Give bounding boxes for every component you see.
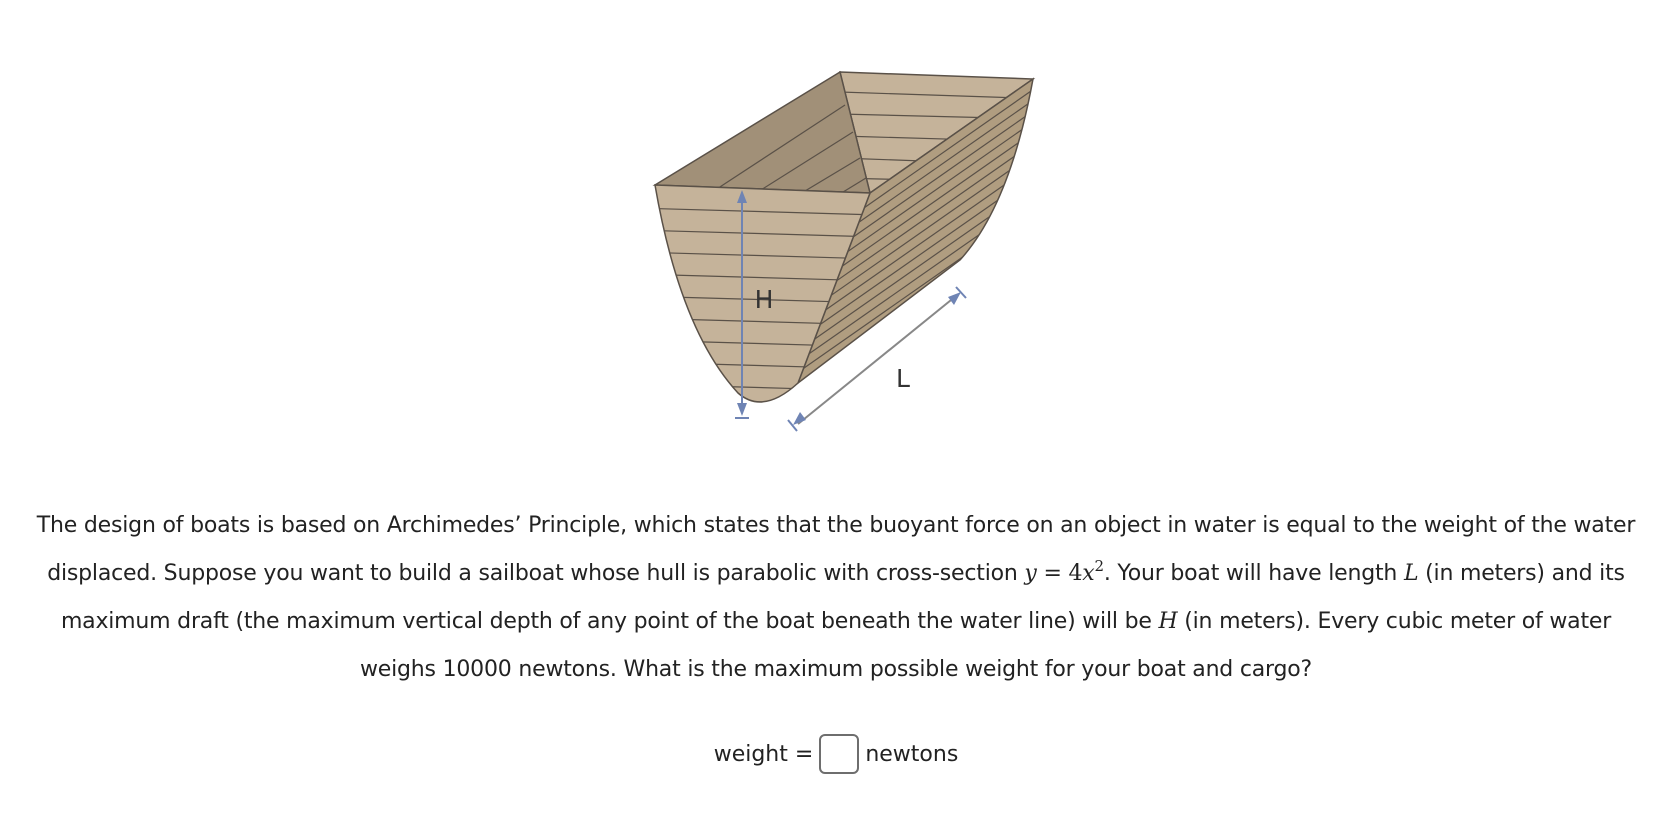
height-variable: H — [1158, 609, 1178, 634]
equation-x-variable: x — [1082, 561, 1095, 586]
equation-y-variable: y — [1024, 561, 1037, 586]
height-label: H — [754, 285, 774, 314]
length-label: L — [896, 364, 910, 393]
equation-equals-coefficient: = 4 — [1036, 561, 1083, 586]
problem-text-part3: (in meters) and its maximum draft (the maximum vertical depth of any point of the boat beneath the water line) will be — [60, 561, 1625, 634]
problem-text-part1: The design of boats is based on Archimedes’ Principle, which states that the buoyant force on an object in water is equal to the weight of the water displaced. Suppose you want to build a sailboat whose hull is parabolic with cross-section — [36, 513, 1636, 586]
length-variable: L — [1403, 561, 1419, 586]
weight-answer-input[interactable] — [819, 734, 859, 774]
problem-text-part4: (in meters). Every cubic meter of water weighs 10000 newtons. What is the maximum possible weight for your boat and cargo? — [359, 609, 1612, 682]
unit-label: newtons — [865, 741, 959, 767]
problem-text-part2: . Your boat will have length — [1103, 561, 1404, 586]
equation-exponent: 2 — [1094, 557, 1104, 575]
problem-statement — [30, 502, 1642, 694]
answer-row — [0, 734, 1672, 774]
hull-left-inner-face — [655, 72, 870, 200]
weight-label: weight = — [713, 741, 814, 767]
